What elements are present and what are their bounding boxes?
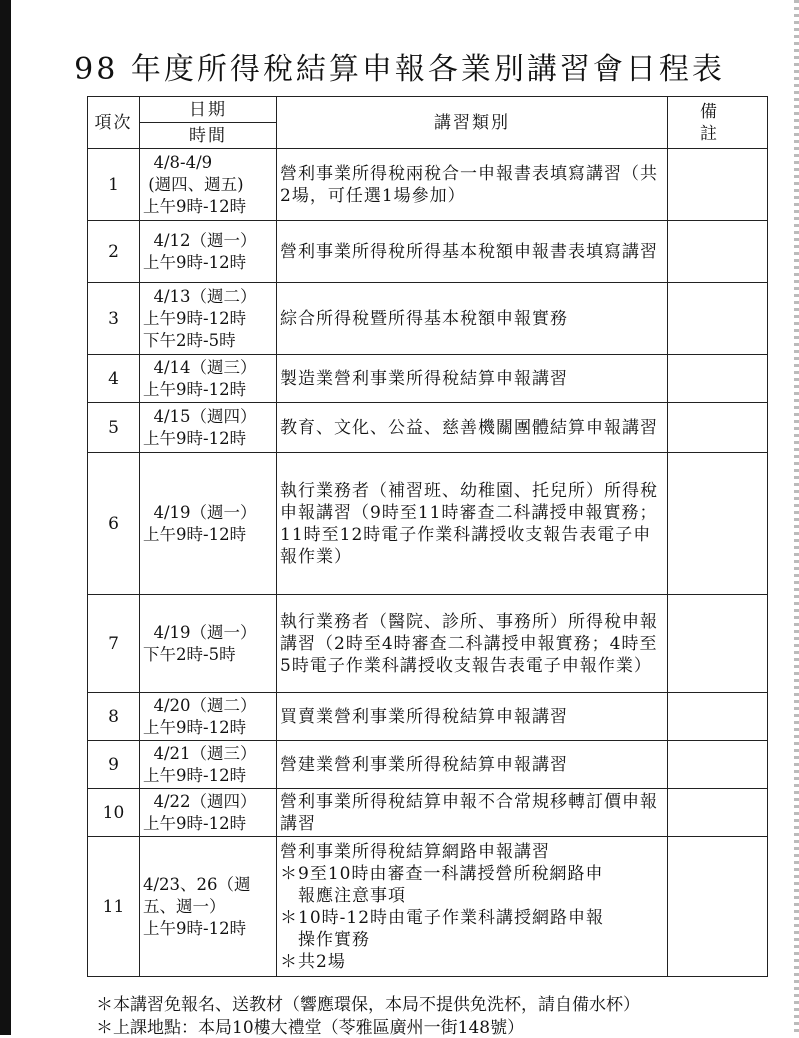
row-datetime: 4/19（週一） 上午9時-12時 <box>140 453 277 595</box>
table-row <box>88 741 768 789</box>
row-number: 7 <box>88 595 140 693</box>
row-number: 6 <box>88 453 140 595</box>
row-datetime: 4/23、26（週 五、週一） 上午9時-12時 <box>140 837 277 977</box>
row-number: 5 <box>88 403 140 453</box>
row-category: 綜合所得稅暨所得基本稅額申報實務 <box>277 283 668 355</box>
row-remarks <box>668 837 768 977</box>
row-remarks <box>668 283 768 355</box>
table-row <box>88 149 768 221</box>
row-remarks <box>668 221 768 283</box>
row-remarks <box>668 595 768 693</box>
footnote-registration: ＊本講習免報名、送教材（響應環保，本局不提供免洗杯，請自備水杯） <box>96 995 640 1015</box>
row-category: 營建業營利事業所得稅結算申報講習 <box>277 741 668 789</box>
time-header: 時間 <box>140 123 277 149</box>
row-number: 2 <box>88 221 140 283</box>
scan-left-edge <box>0 0 11 1035</box>
row-remarks <box>668 149 768 221</box>
row-number: 3 <box>88 283 140 355</box>
row-number: 4 <box>88 355 140 403</box>
row-datetime: 4/22（週四） 上午9時-12時 <box>140 789 277 837</box>
row-number: 10 <box>88 789 140 837</box>
row-datetime: 4/19（週一） 下午2時-5時 <box>140 595 277 693</box>
row-datetime: 4/15（週四） 上午9時-12時 <box>140 403 277 453</box>
row-remarks <box>668 741 768 789</box>
footnote-location: ＊上課地點：本局10樓大禮堂（苓雅區廣州一街148號） <box>96 1018 525 1038</box>
row-remarks <box>668 403 768 453</box>
row-remarks <box>668 789 768 837</box>
scan-right-edge <box>794 0 799 1035</box>
table-row <box>88 453 768 595</box>
page-title: 98 年度所得稅結算申報各業別講習會日程表 <box>74 52 725 87</box>
date-header: 日期 <box>140 97 277 123</box>
row-remarks <box>668 355 768 403</box>
row-datetime: 4/20（週二） 上午9時-12時 <box>140 693 277 741</box>
row-remarks <box>668 693 768 741</box>
table-row <box>88 595 768 693</box>
row-datetime: 4/8-4/9 (週四、週五) 上午9時-12時 <box>140 149 277 221</box>
row-number: 8 <box>88 693 140 741</box>
table-row <box>88 403 768 453</box>
row-remarks <box>668 453 768 595</box>
row-datetime: 4/12（週一） 上午9時-12時 <box>140 221 277 283</box>
row-category: 教育、文化、公益、慈善機關團體結算申報講習 <box>277 403 668 453</box>
row-datetime: 4/13（週二） 上午9時-12時 下午2時-5時 <box>140 283 277 355</box>
row-category: 製造業營利事業所得稅結算申報講習 <box>277 355 668 403</box>
row-category: 執行業務者（補習班、幼稚園、托兒所）所得稅申報講習（9時至11時審查二科講授申報實務；11時至12時電子作業科講授收支報告表電子申報作業） <box>277 453 668 595</box>
row-category: 營利事業所得稅結算網路申報講習 ＊9至10時由審查一科講授營所稅網路申 報應注意事項 ＊10時-12時由電子作業科講授網路申報 操作實務 ＊共2場 <box>277 837 668 977</box>
table-row <box>88 283 768 355</box>
header-row-1 <box>88 97 768 123</box>
table-row <box>88 221 768 283</box>
row-category: 營利事業所得稅兩稅合一申報書表填寫講習（共2場，可任選1場參加） <box>277 149 668 221</box>
table-row <box>88 789 768 837</box>
row-category: 營利事業所得稅結算申報不合常規移轉訂價申報講習 <box>277 789 668 837</box>
row-category: 營利事業所得稅所得基本稅額申報書表填寫講習 <box>277 221 668 283</box>
row-datetime: 4/21（週三） 上午9時-12時 <box>140 741 277 789</box>
remarks-header: 備 註 <box>668 97 768 149</box>
row-number: 1 <box>88 149 140 221</box>
row-number: 11 <box>88 837 140 977</box>
schedule-table <box>87 96 768 977</box>
item-no-header: 項次 <box>88 97 140 149</box>
table-row <box>88 693 768 741</box>
row-number: 9 <box>88 741 140 789</box>
schedule-body <box>88 97 768 977</box>
row-category: 執行業務者（醫院、診所、事務所）所得稅申報講習（2時至4時審查二科講授申報實務；4時至5時電子作業科講授收支報告表電子申報作業） <box>277 595 668 693</box>
table-row <box>88 355 768 403</box>
row-datetime: 4/14（週三） 上午9時-12時 <box>140 355 277 403</box>
row-category: 買賣業營利事業所得稅結算申報講習 <box>277 693 668 741</box>
table-row <box>88 837 768 977</box>
category-header: 講習類別 <box>277 97 668 149</box>
